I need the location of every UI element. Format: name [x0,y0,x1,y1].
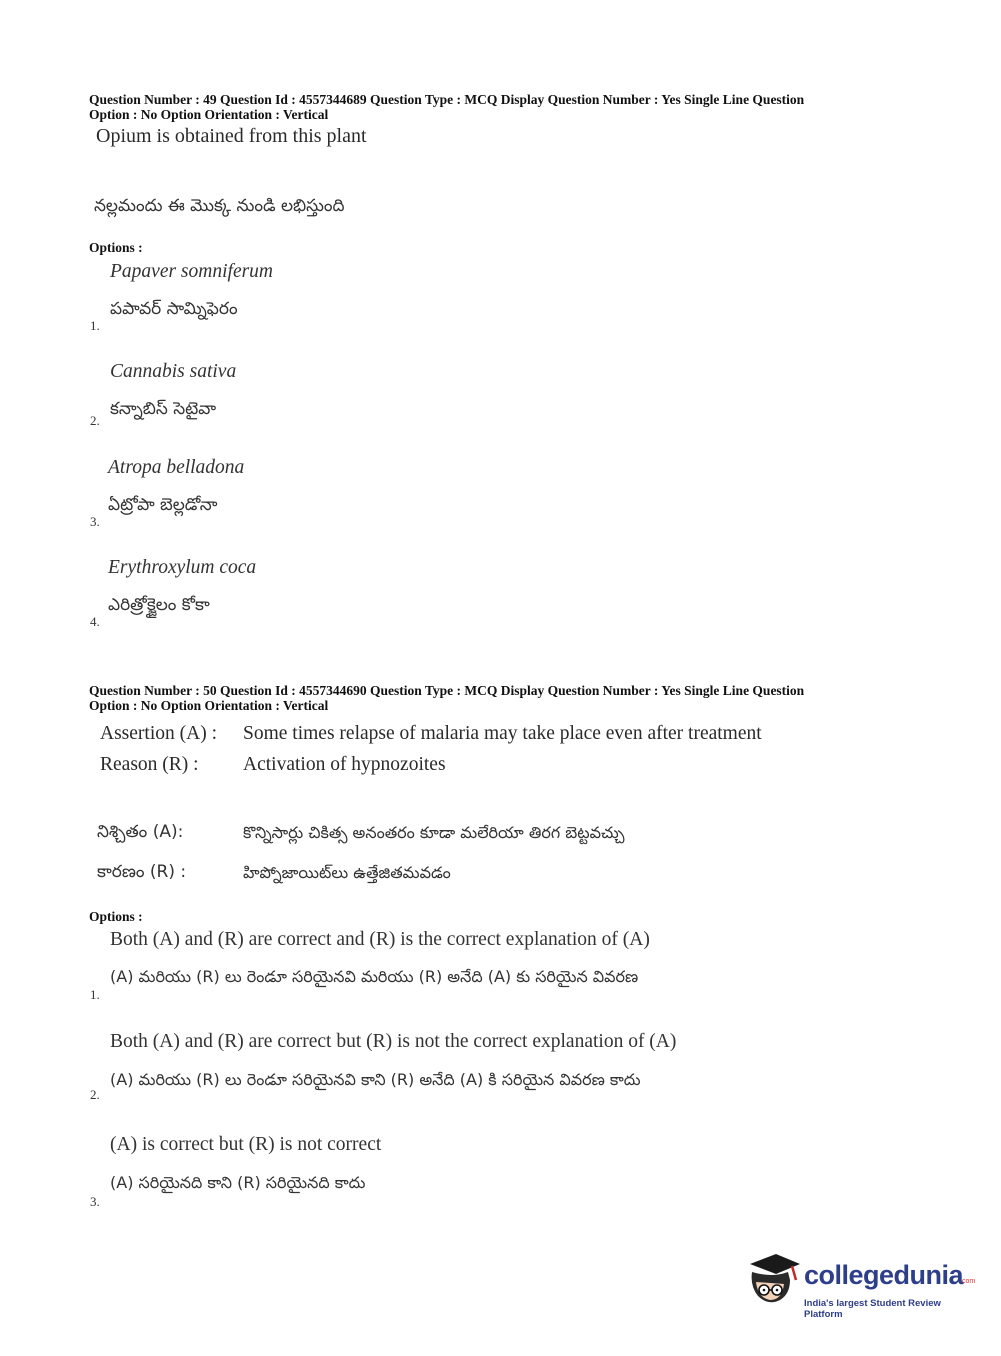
question-header-line1: Question Number : 49 Question Id : 4557344689 Question Type : MCQ Display Question Number : Yes Single Line Question [89,92,805,107]
reason-text-telugu: హిప్నోజాయిట్‌లు ఉత్తేజితమవడం [243,863,451,882]
option-english: Papaver somniferum [110,261,274,282]
option-number: 2. [90,1087,100,1102]
question-header-line2: Option : No Option Orientation : Vertical [89,698,329,713]
assertion-label-telugu: నిశ్చితం (A): [97,822,184,842]
reason-label: Reason (R) : [100,754,199,775]
reason-text: Activation of hypnozoites [243,754,446,775]
option-telugu: ఏట్రోపా బెల్లడోనా [108,495,218,515]
question-50-header [89,683,949,713]
option-number: 1. [90,987,100,1002]
assertion-text: Some times relapse of malaria may take place even after treatment [243,723,762,744]
question-49-stem-english: Opium is obtained from this plant [96,125,367,147]
option-telugu: ఎరిత్రోక్జైలం కోకా [108,595,210,615]
option-english: Both (A) and (R) are correct but (R) is not the correct explanation of (A) [110,1031,677,1052]
option-telugu: పపావర్ సామ్నిఫెరం [110,299,238,319]
option-number: 3. [90,514,100,529]
assertion-label: Assertion (A) : [100,723,217,744]
reason-label-telugu: కారణం (R) : [97,862,187,882]
option-english: (A) is correct but (R) is not correct [110,1134,382,1155]
question-header-line2: Option : No Option Orientation : Vertical [89,107,329,122]
option-number: 1. [90,318,100,333]
option-telugu: (A) సరియైనది కాని (R) సరియైనది కాదు [110,1173,366,1192]
collegedunia-wordmark: collegedunia [804,1260,964,1290]
question-49-stem-telugu: నల్లమందు ఈ మొక్క నుండి లభిస్తుంది [94,196,345,216]
question-50-options-label: Options : [89,909,143,924]
option-telugu: (A) మరియు (R) లు రెండూ సరియైనవి కాని (R) అనేది (A) కి సరియైన వివరణ కాదు [110,1070,641,1089]
option-english: Both (A) and (R) are correct and (R) is the correct explanation of (A) [110,929,650,950]
option-telugu: కన్నాబిస్ సెటైవా [110,399,217,419]
question-header-line1: Question Number : 50 Question Id : 4557344690 Question Type : MCQ Display Question Number : Yes Single Line Question [89,683,805,698]
option-english: Erythroxylum coca [108,557,257,578]
assertion-text-telugu: కొన్నిసార్లు చికిత్స అనంతరం కూడా మలేరియా తిరగ బెట్టవచ్చు [243,823,625,842]
collegedunia-tagline: India's largest Student Review Platform [804,1298,941,1320]
option-english: Cannabis sativa [110,361,237,382]
option-telugu: (A) మరియు (R) లు రెండూ సరియైనవి మరియు (R) అనేది (A) కు సరియైన వివరణ [110,967,639,986]
option-english: Atropa belladona [108,457,245,478]
question-49-header [89,92,949,122]
collegedunia-domain-suffix: .com [960,1278,976,1285]
collegedunia-mascot-icon [742,1250,802,1310]
option-number: 2. [90,413,100,428]
collegedunia-watermark [742,1250,976,1320]
option-number: 4. [90,614,100,629]
option-number: 3. [90,1194,100,1209]
question-49-options-label: Options : [89,240,143,255]
